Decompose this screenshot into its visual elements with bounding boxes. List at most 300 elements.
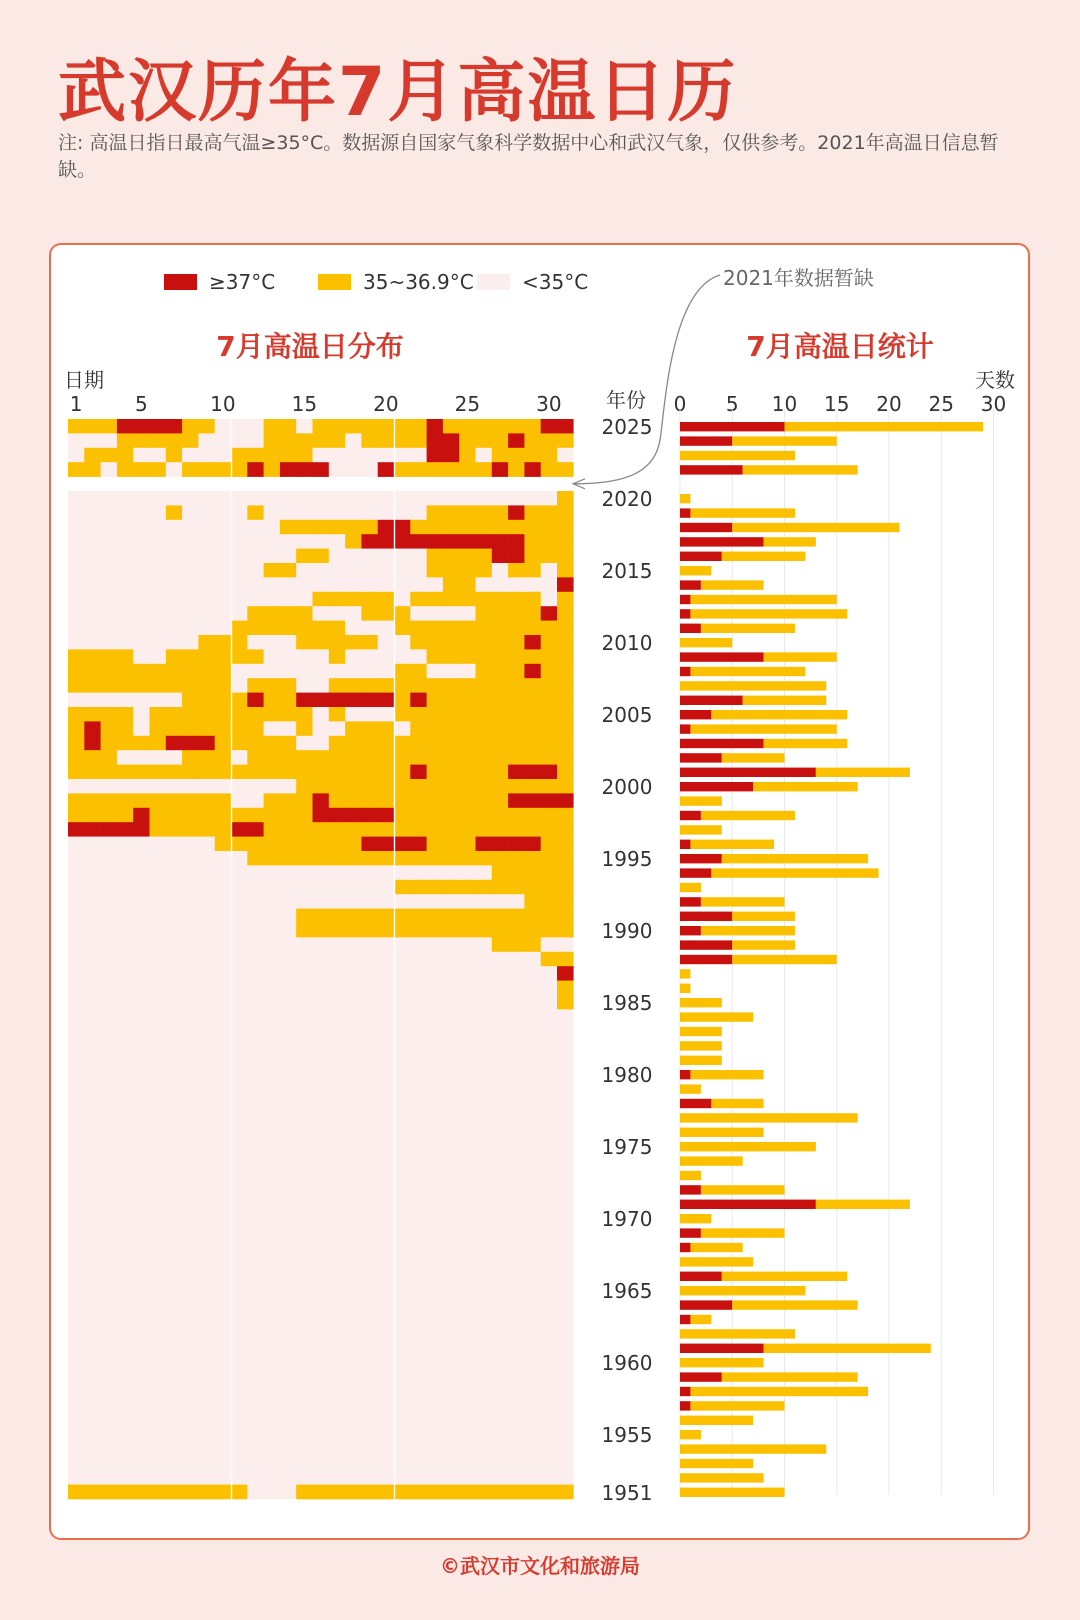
heat-cell [443,1283,460,1298]
heat-cell [68,1081,85,1096]
heat-cell [443,707,460,722]
heat-cell [524,721,541,736]
heat-cell [215,952,232,967]
heat-cell [101,721,118,736]
heat-cell [557,1427,574,1442]
heat-cell [182,1009,199,1024]
heat-cell [557,1355,574,1370]
heat-cell [150,837,167,852]
heat-cell [150,1485,167,1500]
heat-cell [492,649,509,664]
heat-cell [492,592,509,607]
heat-cell [182,1456,199,1471]
heat-cell [117,1441,134,1456]
heat-cell [524,880,541,895]
heat-cell [166,1067,183,1082]
heat-cell [166,635,183,650]
heat-cell [84,592,101,607]
heat-cell [150,577,167,592]
heat-cell [231,520,248,535]
heat-cell [296,1427,313,1442]
heat-cell [459,1427,476,1442]
heat-cell [296,693,313,708]
heat-cell [182,808,199,823]
heat-cell [68,750,85,765]
heat-cell [182,851,199,866]
heat-cell [231,1427,248,1442]
heat-cell [361,793,378,808]
heat-cell [492,981,509,996]
heat-cell [524,808,541,823]
heat-cell [117,1269,134,1284]
heat-cell [443,1456,460,1471]
heat-cell [378,491,395,506]
heat-cell [231,1125,248,1140]
heat-cell [410,1341,427,1356]
heat-cell [524,664,541,679]
heat-cell [557,1398,574,1413]
heat-cell [524,1110,541,1125]
heat-cell [133,880,150,895]
heat-cell [264,707,281,722]
heat-cell [313,1384,330,1399]
heat-cell [524,1081,541,1096]
heat-cell [476,765,493,780]
heat-cell [361,606,378,621]
heat-cell [329,1096,346,1111]
heat-cell [247,462,264,477]
heat-cell [508,563,525,578]
heat-cell [182,937,199,952]
heat-cell [231,1110,248,1125]
heat-cell [443,1225,460,1240]
heat-cell [410,923,427,938]
heat-cell [361,909,378,924]
bar-hot [680,955,732,964]
heat-cell [459,1197,476,1212]
bar-warm [680,883,701,892]
year-tick-label: 2015 [601,559,653,583]
heat-cell [476,491,493,506]
heat-cell [410,808,427,823]
heat-cell [329,865,346,880]
heat-cell [361,851,378,866]
heat-cell [378,577,395,592]
heat-cell [247,1096,264,1111]
heat-cell [264,736,281,751]
heat-cell [68,1427,85,1442]
heat-cell [361,1038,378,1053]
heat-cell [215,1384,232,1399]
heat-cell [410,621,427,636]
heat-cell [133,765,150,780]
heat-cell [541,1240,558,1255]
bar-warm [753,782,858,791]
heat-cell [541,635,558,650]
heat-cell [296,1197,313,1212]
heat-cell [459,793,476,808]
heat-cell [459,1398,476,1413]
heat-cell [215,419,232,434]
heat-cell [150,721,167,736]
heat-cell [280,1096,297,1111]
heat-cell [133,837,150,852]
heat-cell [427,851,444,866]
heat-cell [329,606,346,621]
heat-cell [231,894,248,909]
heat-cell [394,894,411,909]
heat-cell [231,1225,248,1240]
heat-cell [378,822,395,837]
heat-cell [394,505,411,520]
heat-cell [345,894,362,909]
heat-cell [541,1470,558,1485]
bar-warm [680,1027,722,1036]
heat-cell [117,880,134,895]
heat-cell [133,981,150,996]
heat-cell [361,750,378,765]
heat-cell [476,1125,493,1140]
heat-cell [492,433,509,448]
heat-cell [410,1384,427,1399]
heat-cell [68,822,85,837]
heat-cell [345,995,362,1010]
heat-cell [427,837,444,852]
heat-cell [198,621,215,636]
heat-cell [443,1326,460,1341]
heat-cell [247,1384,264,1399]
heat-cell [394,1312,411,1327]
heatmap-day-tick: 15 [291,392,318,416]
heat-cell [215,592,232,607]
heat-cell [296,1067,313,1082]
heat-cell [345,966,362,981]
heat-cell [329,765,346,780]
heat-cell [68,952,85,967]
heat-cell [345,750,362,765]
heat-cell [557,1096,574,1111]
heat-cell [345,1168,362,1183]
heat-cell [492,750,509,765]
heat-cell [378,909,395,924]
heat-cell [557,1384,574,1399]
heat-cell [345,635,362,650]
heat-cell [394,1355,411,1370]
bar-hot [680,739,764,748]
heat-cell [84,750,101,765]
heat-cell [394,707,411,722]
heat-cell [508,649,525,664]
heat-cell [117,1038,134,1053]
heat-cell [117,808,134,823]
heat-cell [313,448,330,463]
heat-cell [541,937,558,952]
heat-cell [68,491,85,506]
heat-cell [524,1326,541,1341]
heat-cell [557,649,574,664]
bar-warm [764,739,848,748]
heat-cell [264,750,281,765]
heat-cell [215,909,232,924]
heat-cell [231,1139,248,1154]
heat-cell [296,1297,313,1312]
year-tick-label: 1995 [601,847,653,871]
heat-cell [313,1254,330,1269]
heat-cell [264,808,281,823]
bar-hot [680,508,690,517]
heat-cell [231,592,248,607]
heat-cell [101,937,118,952]
heat-cell [524,865,541,880]
heat-cell [231,808,248,823]
heat-cell [198,1067,215,1082]
bar-axis-tick: 20 [876,392,902,416]
heat-cell [476,549,493,564]
heat-cell [215,1269,232,1284]
heat-cell [410,966,427,981]
heat-cell [215,1456,232,1471]
heat-cell [117,1398,134,1413]
year-tick-label: 1980 [601,1063,653,1087]
heat-cell [247,966,264,981]
heat-cell [101,549,118,564]
heat-cell [264,534,281,549]
heat-cell [557,1038,574,1053]
heat-cell [492,534,509,549]
heat-cell [476,1312,493,1327]
heat-cell [557,549,574,564]
heat-cell [231,1240,248,1255]
heat-cell [345,1297,362,1312]
heat-cell [296,1153,313,1168]
heat-cell [117,851,134,866]
heat-cell [443,1168,460,1183]
heat-cell [215,1427,232,1442]
heat-cell [231,1024,248,1039]
heat-cell [198,880,215,895]
heat-cell [133,1297,150,1312]
heat-cell [84,1225,101,1240]
heat-cell [524,894,541,909]
heat-cell [68,894,85,909]
heat-cell [492,765,509,780]
heat-cell [101,1096,118,1111]
bar-warm [732,940,795,949]
heat-cell [215,923,232,938]
heat-cell [459,851,476,866]
heat-cell [329,1168,346,1183]
heat-cell [296,966,313,981]
heat-cell [150,793,167,808]
heat-cell [215,1254,232,1269]
heat-cell [313,793,330,808]
heat-cell [361,505,378,520]
heat-cell [541,1139,558,1154]
heat-cell [182,1110,199,1125]
heat-cell [329,577,346,592]
heat-cell [215,1139,232,1154]
heat-cell [492,606,509,621]
heat-cell [182,1067,199,1082]
heat-cell [264,1427,281,1442]
heat-cell [329,1009,346,1024]
heat-cell [443,693,460,708]
heat-cell [231,448,248,463]
year-tick-label: 1990 [601,919,653,943]
heat-cell [215,1067,232,1082]
heat-cell [541,419,558,434]
heat-cell [280,534,297,549]
bar-warm [722,753,785,762]
heat-cell [329,505,346,520]
heat-cell [117,736,134,751]
heat-cell [68,1110,85,1125]
heat-cell [492,1139,509,1154]
heat-cell [182,952,199,967]
heat-cell [133,1369,150,1384]
heat-cell [133,736,150,751]
heat-cell [264,1297,281,1312]
heat-cell [215,779,232,794]
heat-cell [313,549,330,564]
heat-cell [329,1067,346,1082]
heat-cell [198,693,215,708]
heat-cell [231,419,248,434]
heat-cell [443,793,460,808]
heat-cell [68,1024,85,1039]
heat-cell [427,1269,444,1284]
heat-cell [459,909,476,924]
heat-cell [313,765,330,780]
heat-cell [329,793,346,808]
bar-hot [680,782,753,791]
heat-cell [378,851,395,866]
heat-cell [101,1110,118,1125]
heat-cell [117,1326,134,1341]
heat-cell [215,505,232,520]
heat-cell [133,1355,150,1370]
heat-cell [101,419,118,434]
heat-cell [443,1413,460,1428]
heat-cell [492,736,509,751]
heat-cell [247,1470,264,1485]
heat-cell [459,635,476,650]
heat-cell [345,1182,362,1197]
heat-cell [394,1369,411,1384]
heat-cell [247,851,264,866]
heat-cell [296,606,313,621]
heat-cell [427,1254,444,1269]
heat-cell [182,1053,199,1068]
heat-cell [492,1053,509,1068]
heat-cell [541,606,558,621]
heat-cell [231,865,248,880]
heat-cell [166,433,183,448]
heat-cell [101,1168,118,1183]
heat-cell [68,981,85,996]
heat-cell [280,693,297,708]
heat-cell [459,1341,476,1356]
heat-cell [492,520,509,535]
heat-cell [68,1485,85,1500]
heat-cell [182,793,199,808]
heat-cell [476,448,493,463]
heat-cell [133,1384,150,1399]
heat-cell [524,635,541,650]
heat-cell [215,894,232,909]
heat-cell [345,1398,362,1413]
heat-cell [427,793,444,808]
heat-cell [264,1441,281,1456]
heat-cell [313,1038,330,1053]
heat-cell [557,1312,574,1327]
heat-cell [378,1413,395,1428]
heat-cell [524,1456,541,1471]
heat-cell [84,1283,101,1298]
heat-cell [557,1283,574,1298]
heat-cell [280,1182,297,1197]
heat-cell [296,808,313,823]
heat-cell [296,664,313,679]
bar-hot [680,940,732,949]
heat-cell [264,1326,281,1341]
bar-hot [680,667,690,676]
bar-axis-tick: 30 [980,392,1007,416]
heat-cell [524,952,541,967]
heat-cell [427,765,444,780]
heat-cell [150,664,167,679]
heat-cell [329,1110,346,1125]
heat-cell [247,1283,264,1298]
heat-cell [427,981,444,996]
heat-cell [361,635,378,650]
heat-cell [215,433,232,448]
heat-cell [68,505,85,520]
heat-cell [84,1125,101,1140]
heat-cell [394,1110,411,1125]
heat-cell [361,1384,378,1399]
heat-cell [68,678,85,693]
heat-cell [231,635,248,650]
heat-cell [280,736,297,751]
heat-cell [84,621,101,636]
heat-cell [427,1369,444,1384]
heat-cell [215,1312,232,1327]
heat-cell [476,649,493,664]
heat-cell [166,1182,183,1197]
heat-cell [410,981,427,996]
heat-cell [198,894,215,909]
heat-cell [101,1254,118,1269]
heat-cell [101,635,118,650]
heat-cell [492,707,509,722]
heat-cell [296,1225,313,1240]
heat-cell [508,577,525,592]
heat-cell [557,1182,574,1197]
heat-cell [215,462,232,477]
heat-cell [117,995,134,1010]
heat-cell [508,606,525,621]
heat-cell [198,1009,215,1024]
heat-cell [68,520,85,535]
heat-cell [182,1398,199,1413]
heat-cell [313,1125,330,1140]
heat-cell [378,1009,395,1024]
heat-cell [345,851,362,866]
heat-cell [345,1413,362,1428]
heat-cell [84,1110,101,1125]
heat-cell [541,736,558,751]
